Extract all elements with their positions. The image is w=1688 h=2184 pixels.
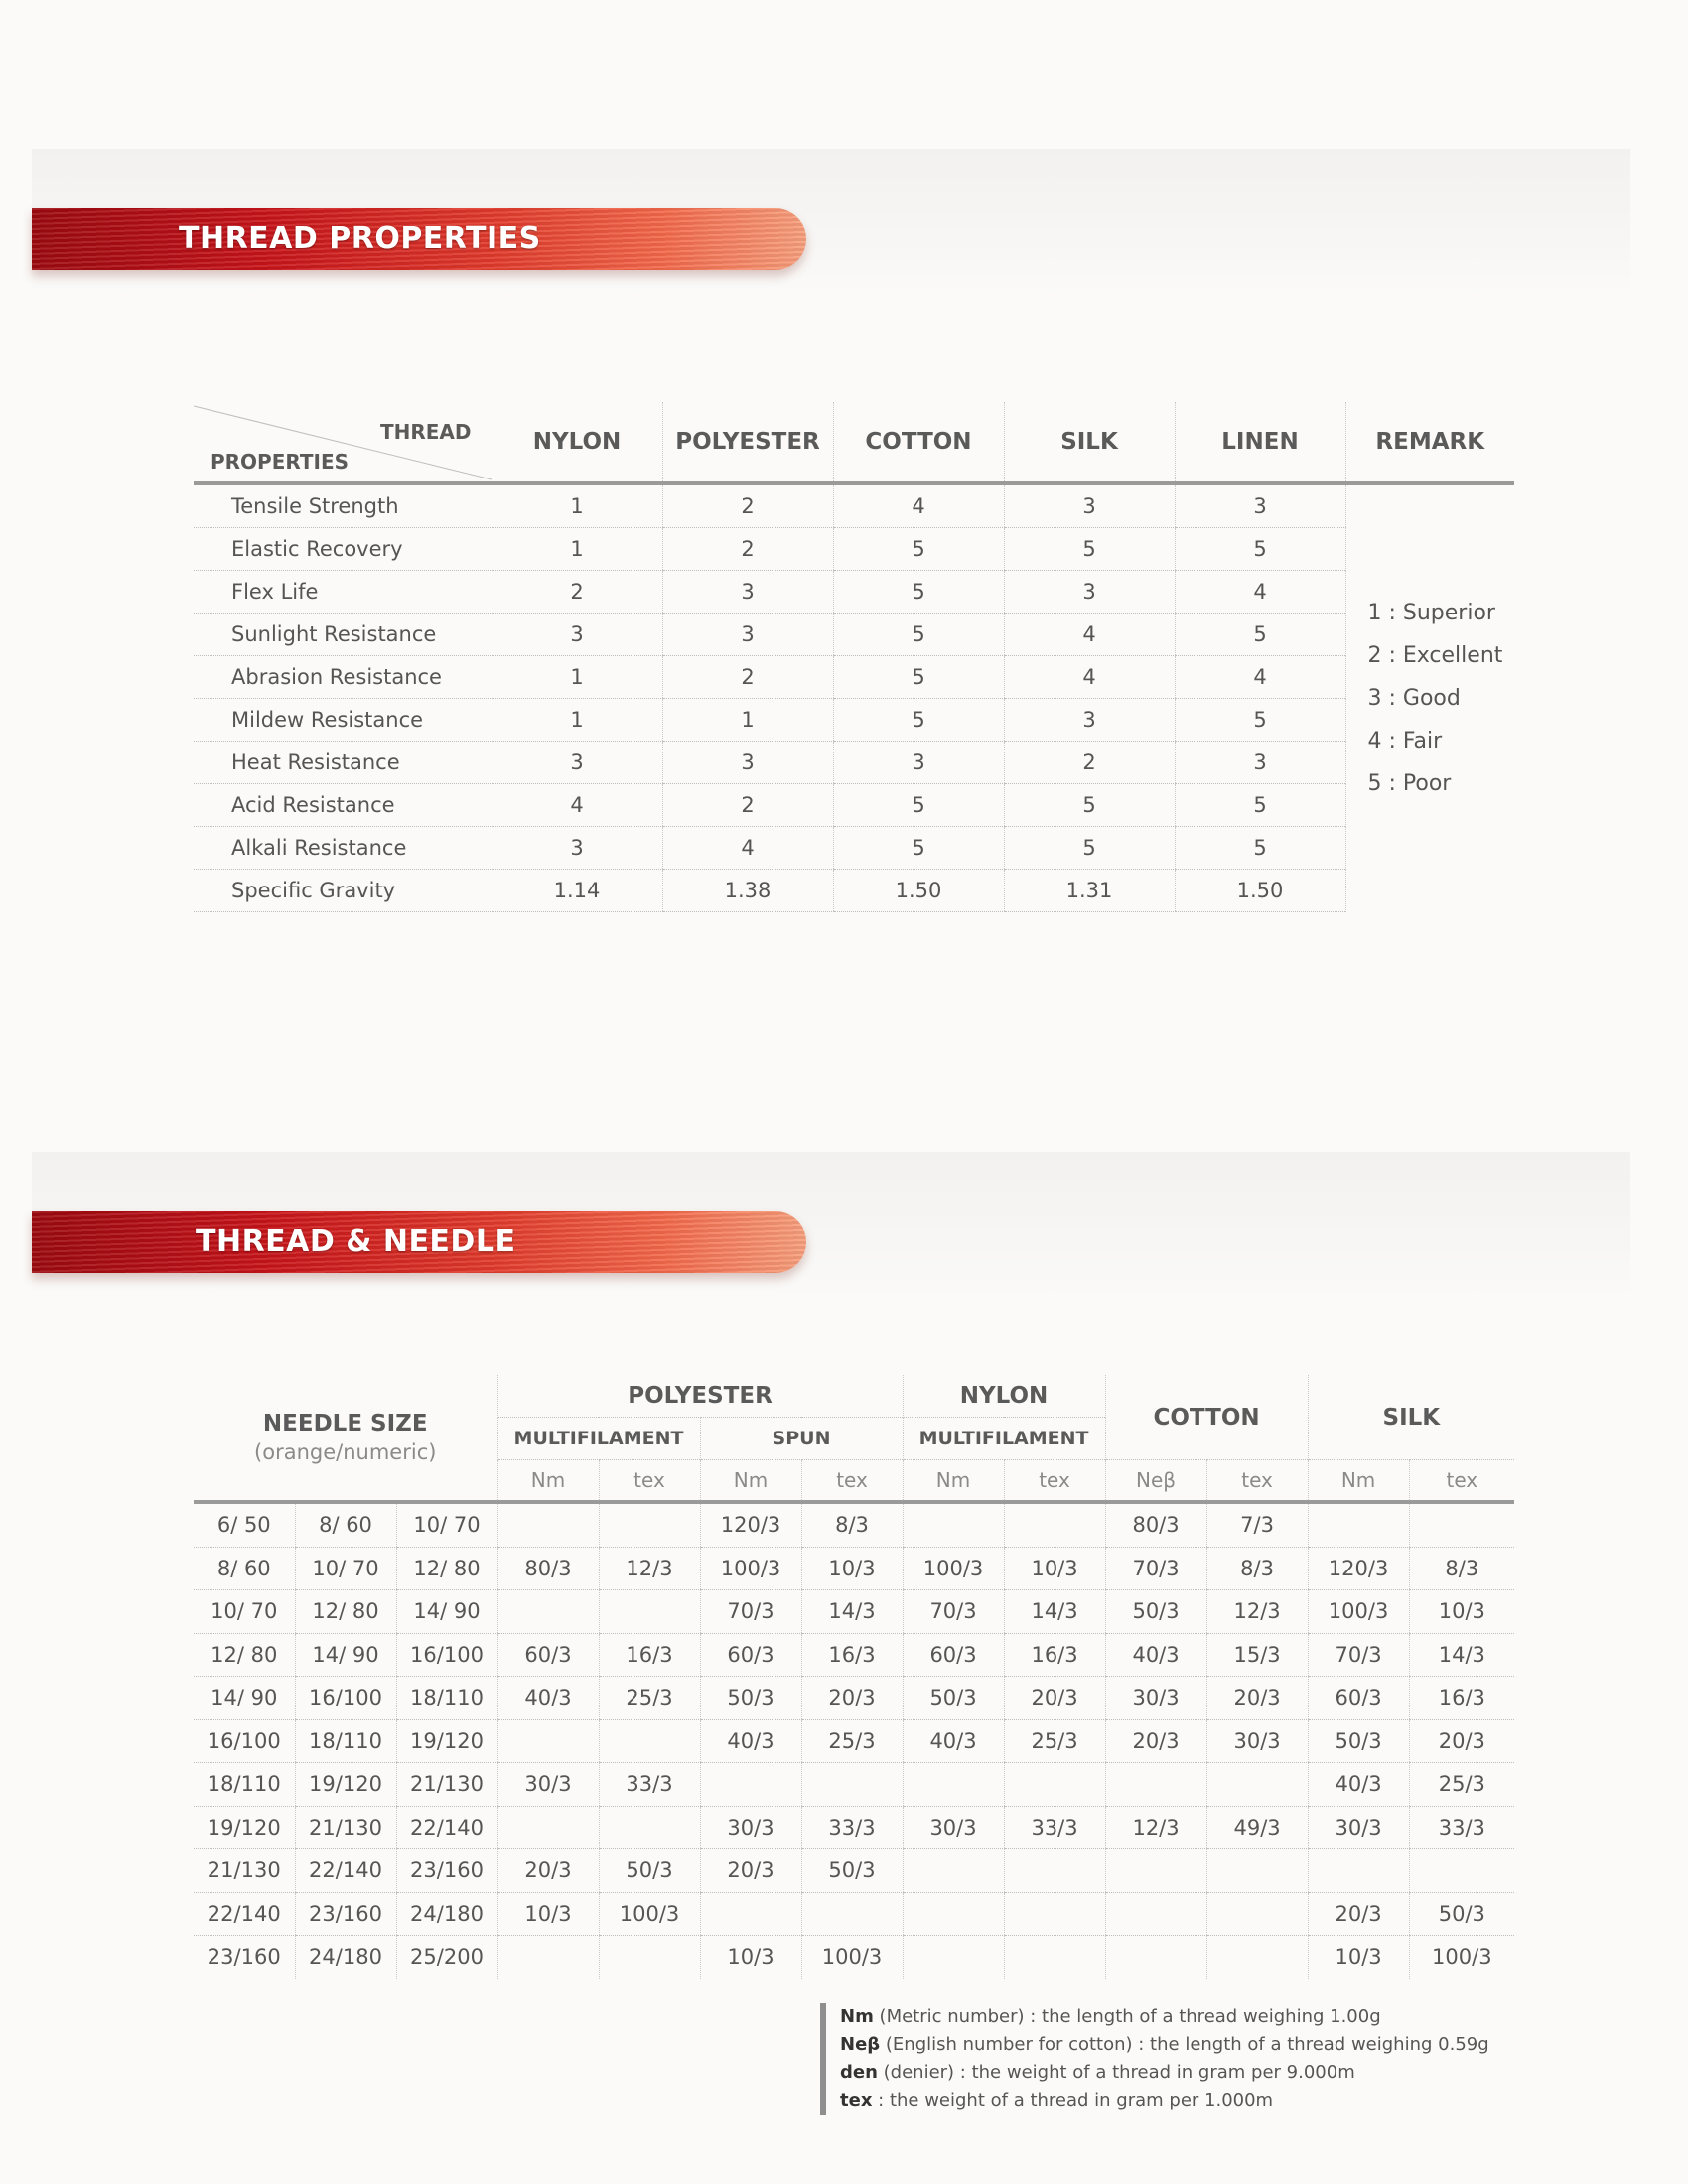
- thread-size-cell: [1105, 1936, 1206, 1979]
- thread-size-cell: 49/3: [1206, 1806, 1308, 1849]
- thread-size-cell: [700, 1892, 801, 1936]
- col-header-silk: SILK: [1004, 402, 1175, 483]
- needle-size-cell: 22/140: [194, 1892, 295, 1936]
- thread-size-cell: 30/3: [1105, 1677, 1206, 1720]
- thread-size-cell: 25/3: [1409, 1763, 1514, 1807]
- props-row: [194, 571, 1514, 614]
- thread-size-cell: 40/3: [903, 1719, 1004, 1763]
- property-value: 1: [492, 656, 662, 699]
- thread-size-cell: 70/3: [1308, 1633, 1409, 1677]
- props-row: [194, 614, 1514, 656]
- property-value: 1: [662, 699, 833, 742]
- needle-size-cell: 23/160: [396, 1849, 497, 1893]
- property-value: 4: [1004, 614, 1175, 656]
- thread-size-cell: [497, 1936, 599, 1979]
- remark-cell: [1345, 483, 1514, 912]
- unit-legend: [820, 2003, 1535, 2115]
- property-name: Tensile Strength: [194, 483, 492, 528]
- props-row: [194, 870, 1514, 912]
- property-value: 3: [1004, 483, 1175, 528]
- needle-size-cell: 8/ 60: [295, 1502, 396, 1547]
- property-value: 5: [833, 784, 1004, 827]
- legend-term: den: [840, 2062, 878, 2083]
- property-name: Sunlight Resistance: [194, 614, 492, 656]
- remark-item: 4 : Fair: [1367, 729, 1443, 754]
- needle-size-cell: 18/110: [194, 1763, 295, 1807]
- property-value: 4: [662, 827, 833, 870]
- property-name: Alkali Resistance: [194, 827, 492, 870]
- thread-size-cell: [1409, 1849, 1514, 1893]
- thread-size-cell: 20/3: [801, 1677, 903, 1720]
- col-header-polyester: POLYESTER: [662, 402, 833, 483]
- thread-size-cell: 33/3: [599, 1763, 700, 1807]
- col-header-linen: LINEN: [1175, 402, 1345, 483]
- property-value: 5: [833, 656, 1004, 699]
- props-row: [194, 483, 1514, 528]
- needle-size-cell: 21/130: [194, 1849, 295, 1893]
- thread-size-cell: 20/3: [1308, 1892, 1409, 1936]
- property-value: 2: [662, 528, 833, 571]
- thread-size-cell: 50/3: [1308, 1719, 1409, 1763]
- property-name: Elastic Recovery: [194, 528, 492, 571]
- thread-size-cell: 20/3: [700, 1849, 801, 1893]
- thread-size-cell: 14/3: [1004, 1590, 1105, 1634]
- thread-size-cell: 14/3: [801, 1590, 903, 1634]
- property-value: 2: [492, 571, 662, 614]
- needle-size-cell: 16/100: [295, 1677, 396, 1720]
- needle-size-cell: 24/180: [295, 1936, 396, 1979]
- thread-size-cell: [497, 1719, 599, 1763]
- thread-needle-title: THREAD & NEEDLE: [196, 1224, 516, 1259]
- polyester-header: POLYESTER: [497, 1375, 903, 1418]
- unit-header: tex: [599, 1460, 700, 1503]
- thread-size-cell: 70/3: [700, 1590, 801, 1634]
- property-value: 3: [1004, 571, 1175, 614]
- property-value: 3: [662, 614, 833, 656]
- needle-size-cell: 10/ 70: [194, 1590, 295, 1634]
- thread-size-cell: [1206, 1849, 1308, 1893]
- needle-size-cell: 19/120: [295, 1763, 396, 1807]
- thread-size-cell: 60/3: [903, 1633, 1004, 1677]
- thread-size-cell: 100/3: [801, 1936, 903, 1979]
- thread-size-cell: [903, 1936, 1004, 1979]
- unit-header: Nm: [1308, 1460, 1409, 1503]
- thread-size-cell: 100/3: [599, 1892, 700, 1936]
- thread-size-cell: 50/3: [599, 1849, 700, 1893]
- thread-size-cell: 50/3: [903, 1677, 1004, 1720]
- needle-size-cell: 10/ 70: [295, 1547, 396, 1590]
- property-value: 5: [1175, 528, 1345, 571]
- legend-term: Neβ: [840, 2034, 881, 2055]
- property-value: 1.14: [492, 870, 662, 912]
- needle-size-cell: 12/ 80: [295, 1590, 396, 1634]
- property-value: 3: [833, 742, 1004, 784]
- thread-size-cell: [903, 1849, 1004, 1893]
- thread-size-cell: 50/3: [1409, 1892, 1514, 1936]
- thread-size-cell: 8/3: [1409, 1547, 1514, 1590]
- thread-size-cell: [1004, 1849, 1105, 1893]
- unit-header: tex: [801, 1460, 903, 1503]
- unit-header: Neβ: [1105, 1460, 1206, 1503]
- thread-size-cell: [599, 1936, 700, 1979]
- col-header-nylon: NYLON: [492, 402, 662, 483]
- property-value: 5: [1175, 827, 1345, 870]
- property-value: 3: [1175, 742, 1345, 784]
- thread-size-cell: 25/3: [599, 1677, 700, 1720]
- legend-line: [840, 2087, 1535, 2115]
- col-header-remark: REMARK: [1345, 402, 1514, 483]
- property-value: 3: [492, 742, 662, 784]
- thread-needle-table: [194, 1375, 1514, 1979]
- property-value: 5: [1004, 784, 1175, 827]
- legend-text: (denier) : the weight of a thread in gram per 9.000m: [877, 2062, 1355, 2083]
- needle-size-header: [194, 1375, 497, 1502]
- property-value: 2: [662, 656, 833, 699]
- thread-size-cell: 12/3: [1206, 1590, 1308, 1634]
- unit-header: Nm: [497, 1460, 599, 1503]
- thread-size-cell: [1409, 1502, 1514, 1547]
- needle-size-sublabel: (orange/numeric): [254, 1440, 437, 1464]
- silk-header: SILK: [1308, 1375, 1514, 1460]
- needle-row: [194, 1849, 1514, 1893]
- thread-size-cell: [497, 1806, 599, 1849]
- thread-size-cell: 8/3: [1206, 1547, 1308, 1590]
- needle-size-cell: 12/ 80: [396, 1547, 497, 1590]
- remark-item: 3 : Good: [1367, 686, 1461, 712]
- needle-size-cell: 18/110: [396, 1677, 497, 1720]
- needle-size-cell: 19/120: [194, 1806, 295, 1849]
- thread-size-cell: 14/3: [1409, 1633, 1514, 1677]
- needle-size-cell: 18/110: [295, 1719, 396, 1763]
- legend-term: tex: [840, 2090, 873, 2111]
- needle-size-cell: 14/ 90: [194, 1677, 295, 1720]
- thread-size-cell: [599, 1806, 700, 1849]
- thread-size-cell: 100/3: [1409, 1936, 1514, 1979]
- legend-line: [840, 2031, 1535, 2059]
- needle-row: [194, 1633, 1514, 1677]
- thread-size-cell: [1105, 1763, 1206, 1807]
- property-value: 5: [1004, 827, 1175, 870]
- thread-size-cell: 30/3: [1308, 1806, 1409, 1849]
- needle-size-cell: 8/ 60: [194, 1547, 295, 1590]
- property-name: Heat Resistance: [194, 742, 492, 784]
- needle-row: [194, 1547, 1514, 1590]
- thread-size-cell: 10/3: [700, 1936, 801, 1979]
- thread-size-cell: 120/3: [1308, 1547, 1409, 1590]
- thread-size-cell: [599, 1502, 700, 1547]
- thread-size-cell: 10/3: [1409, 1590, 1514, 1634]
- props-row: [194, 784, 1514, 827]
- thread-size-cell: 33/3: [801, 1806, 903, 1849]
- thread-size-cell: 25/3: [1004, 1719, 1105, 1763]
- thread-size-cell: [1004, 1502, 1105, 1547]
- thread-size-cell: [903, 1763, 1004, 1807]
- property-name: Acid Resistance: [194, 784, 492, 827]
- property-value: 1: [492, 528, 662, 571]
- needle-size-cell: 22/140: [295, 1849, 396, 1893]
- thread-size-cell: 8/3: [801, 1502, 903, 1547]
- property-value: 2: [662, 483, 833, 528]
- thread-size-cell: 16/3: [1004, 1633, 1105, 1677]
- thread-size-cell: 100/3: [1308, 1590, 1409, 1634]
- needle-size-cell: 23/160: [194, 1936, 295, 1979]
- thread-size-cell: 40/3: [497, 1677, 599, 1720]
- thread-size-cell: 10/3: [801, 1547, 903, 1590]
- thread-size-cell: 16/3: [801, 1633, 903, 1677]
- thread-size-cell: 60/3: [497, 1633, 599, 1677]
- property-value: 4: [1175, 571, 1345, 614]
- thread-size-cell: 10/3: [497, 1892, 599, 1936]
- polyester-multifilament-header: MULTIFILAMENT: [497, 1418, 700, 1460]
- diagonal-header-cell: [194, 402, 492, 483]
- thread-size-cell: [801, 1763, 903, 1807]
- polyester-spun-header: SPUN: [700, 1418, 903, 1460]
- property-name: Mildew Resistance: [194, 699, 492, 742]
- needle-size-cell: 14/ 90: [295, 1633, 396, 1677]
- thread-properties-title: THREAD PROPERTIES: [179, 221, 541, 256]
- property-value: 5: [833, 571, 1004, 614]
- thread-size-cell: 60/3: [700, 1633, 801, 1677]
- thread-size-cell: 20/3: [1409, 1719, 1514, 1763]
- thread-size-cell: 15/3: [1206, 1633, 1308, 1677]
- needle-size-cell: 6/ 50: [194, 1502, 295, 1547]
- thread-size-cell: [801, 1892, 903, 1936]
- property-value: 1.50: [1175, 870, 1345, 912]
- thread-size-cell: [1004, 1936, 1105, 1979]
- thread-size-cell: [1206, 1763, 1308, 1807]
- property-value: 5: [1175, 699, 1345, 742]
- nylon-header: NYLON: [903, 1375, 1105, 1418]
- thread-size-cell: 25/3: [801, 1719, 903, 1763]
- remark-item: 5 : Poor: [1367, 771, 1452, 797]
- unit-header: Nm: [903, 1460, 1004, 1503]
- needle-row: [194, 1892, 1514, 1936]
- needle-size-cell: 21/130: [295, 1806, 396, 1849]
- thread-size-cell: 33/3: [1409, 1806, 1514, 1849]
- thread-size-cell: 40/3: [700, 1719, 801, 1763]
- property-value: 5: [833, 614, 1004, 656]
- needle-size-cell: 21/130: [396, 1763, 497, 1807]
- property-value: 3: [492, 827, 662, 870]
- props-row: [194, 528, 1514, 571]
- thread-size-cell: [700, 1763, 801, 1807]
- needle-row: [194, 1936, 1514, 1979]
- props-row: [194, 656, 1514, 699]
- diag-thread-label: THREAD: [379, 420, 472, 444]
- property-value: 5: [1004, 528, 1175, 571]
- unit-header: tex: [1206, 1460, 1308, 1503]
- thread-size-cell: [497, 1590, 599, 1634]
- unit-header: tex: [1409, 1460, 1514, 1503]
- property-name: Specific Gravity: [194, 870, 492, 912]
- cotton-header: COTTON: [1105, 1375, 1308, 1460]
- property-name: Flex Life: [194, 571, 492, 614]
- property-value: 4: [492, 784, 662, 827]
- thread-size-cell: [903, 1502, 1004, 1547]
- thread-size-cell: 70/3: [903, 1590, 1004, 1634]
- property-value: 4: [1004, 656, 1175, 699]
- thread-size-cell: 30/3: [903, 1806, 1004, 1849]
- legend-line: [840, 2059, 1535, 2087]
- needle-row: [194, 1502, 1514, 1547]
- property-value: 3: [1004, 699, 1175, 742]
- needle-size-cell: 14/ 90: [396, 1590, 497, 1634]
- needle-size-cell: 10/ 70: [396, 1502, 497, 1547]
- property-value: 1.50: [833, 870, 1004, 912]
- thread-size-cell: 50/3: [1105, 1590, 1206, 1634]
- property-value: 1: [492, 699, 662, 742]
- needle-row: [194, 1806, 1514, 1849]
- property-value: 3: [1175, 483, 1345, 528]
- thread-size-cell: [1308, 1849, 1409, 1893]
- thread-size-cell: 20/3: [497, 1849, 599, 1893]
- legend-term: Nm: [840, 2006, 874, 2027]
- needle-size-cell: 12/ 80: [194, 1633, 295, 1677]
- property-value: 4: [833, 483, 1004, 528]
- thread-size-cell: [599, 1719, 700, 1763]
- thread-size-cell: 30/3: [700, 1806, 801, 1849]
- property-value: 5: [833, 528, 1004, 571]
- thread-size-cell: 60/3: [1308, 1677, 1409, 1720]
- needle-row: [194, 1677, 1514, 1720]
- thread-size-cell: 10/3: [1308, 1936, 1409, 1979]
- property-value: 4: [1175, 656, 1345, 699]
- needle-size-cell: 25/200: [396, 1936, 497, 1979]
- thread-size-cell: 100/3: [700, 1547, 801, 1590]
- thread-size-cell: 80/3: [1105, 1502, 1206, 1547]
- legend-text: (English number for cotton) : the length of a thread weighing 0.59g: [880, 2034, 1489, 2055]
- thread-size-cell: [1105, 1892, 1206, 1936]
- thread-size-cell: 40/3: [1105, 1633, 1206, 1677]
- needle-size-cell: 24/180: [396, 1892, 497, 1936]
- property-value: 1.38: [662, 870, 833, 912]
- property-name: Abrasion Resistance: [194, 656, 492, 699]
- thread-size-cell: 120/3: [700, 1502, 801, 1547]
- needle-size-cell: 16/100: [396, 1633, 497, 1677]
- needle-size-cell: 19/120: [396, 1719, 497, 1763]
- props-row: [194, 742, 1514, 784]
- needle-row: [194, 1590, 1514, 1634]
- remark-item: 2 : Excellent: [1367, 643, 1503, 669]
- property-value: 3: [662, 571, 833, 614]
- property-value: 3: [492, 614, 662, 656]
- thread-size-cell: [1004, 1763, 1105, 1807]
- thread-size-cell: 30/3: [1206, 1719, 1308, 1763]
- thread-size-cell: 12/3: [1105, 1806, 1206, 1849]
- thread-size-cell: 80/3: [497, 1547, 599, 1590]
- needle-size-label: NEEDLE SIZE: [262, 1411, 428, 1436]
- thread-size-cell: [1004, 1892, 1105, 1936]
- props-row: [194, 699, 1514, 742]
- thread-size-cell: 40/3: [1308, 1763, 1409, 1807]
- thread-size-cell: 10/3: [1004, 1547, 1105, 1590]
- remark-item: 1 : Superior: [1367, 601, 1495, 626]
- thread-size-cell: 7/3: [1206, 1502, 1308, 1547]
- thread-size-cell: 70/3: [1105, 1547, 1206, 1590]
- property-value: 5: [833, 827, 1004, 870]
- thread-properties-table: [194, 402, 1514, 912]
- thread-size-cell: 100/3: [903, 1547, 1004, 1590]
- property-value: 5: [833, 699, 1004, 742]
- nylon-multifilament-header: MULTIFILAMENT: [903, 1418, 1105, 1460]
- legend-line: [840, 2003, 1535, 2031]
- legend-text: (Metric number) : the length of a thread weighing 1.00g: [873, 2006, 1381, 2027]
- col-header-cotton: COTTON: [833, 402, 1004, 483]
- thread-size-cell: 20/3: [1206, 1677, 1308, 1720]
- thread-size-cell: 50/3: [700, 1677, 801, 1720]
- thread-size-cell: 30/3: [497, 1763, 599, 1807]
- property-value: 5: [1175, 614, 1345, 656]
- needle-size-cell: 22/140: [396, 1806, 497, 1849]
- legend-text: : the weight of a thread in gram per 1.000m: [872, 2090, 1274, 2111]
- unit-header: tex: [1004, 1460, 1105, 1503]
- thread-size-cell: [1105, 1849, 1206, 1893]
- thread-size-cell: 50/3: [801, 1849, 903, 1893]
- thread-size-cell: 12/3: [599, 1547, 700, 1590]
- unit-header: Nm: [700, 1460, 801, 1503]
- property-value: 5: [1175, 784, 1345, 827]
- thread-size-cell: 20/3: [1105, 1719, 1206, 1763]
- needle-size-cell: 16/100: [194, 1719, 295, 1763]
- needle-size-cell: 23/160: [295, 1892, 396, 1936]
- property-value: 2: [1004, 742, 1175, 784]
- property-value: 1: [492, 483, 662, 528]
- property-value: 1.31: [1004, 870, 1175, 912]
- property-value: 3: [662, 742, 833, 784]
- thread-size-cell: [497, 1502, 599, 1547]
- props-row: [194, 827, 1514, 870]
- thread-size-cell: [599, 1590, 700, 1634]
- diag-properties-label: PROPERTIES: [211, 450, 350, 474]
- thread-size-cell: 16/3: [599, 1633, 700, 1677]
- thread-size-cell: 16/3: [1409, 1677, 1514, 1720]
- thread-size-cell: 20/3: [1004, 1677, 1105, 1720]
- thread-properties-banner: [32, 208, 806, 270]
- thread-size-cell: [1206, 1892, 1308, 1936]
- thread-size-cell: [903, 1892, 1004, 1936]
- needle-row: [194, 1763, 1514, 1807]
- needle-row: [194, 1719, 1514, 1763]
- thread-size-cell: [1308, 1502, 1409, 1547]
- property-value: 2: [662, 784, 833, 827]
- thread-size-cell: [1206, 1936, 1308, 1979]
- props-header-row: [194, 402, 1514, 483]
- thread-needle-banner: [32, 1211, 806, 1273]
- thread-size-cell: 33/3: [1004, 1806, 1105, 1849]
